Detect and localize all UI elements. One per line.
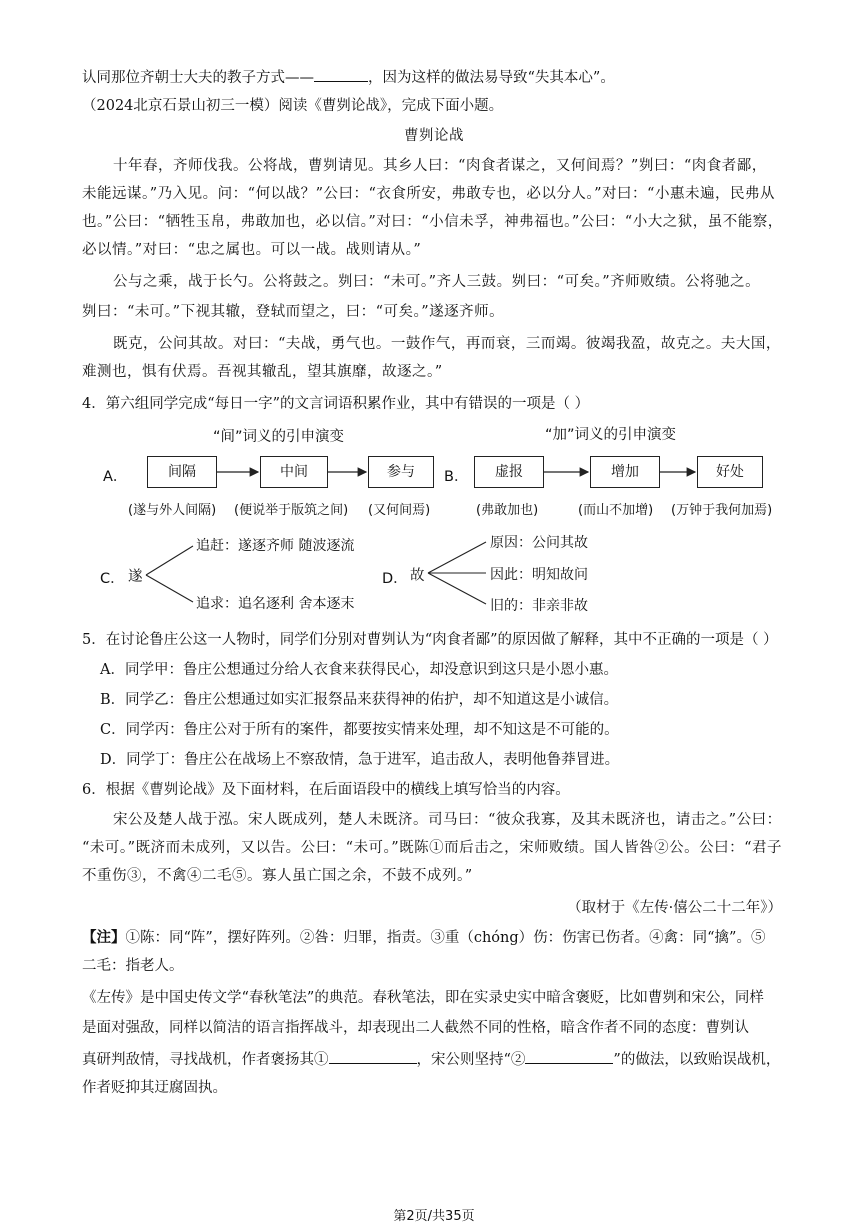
question-source: （2024北京石景山初三一模）阅读《曹刿论战》，完成下面小题。 <box>82 98 504 114</box>
branch-line <box>146 546 193 575</box>
option-a-label[interactable]: A． <box>103 469 128 485</box>
answer-blank-2[interactable] <box>525 1048 613 1064</box>
answer-blank-1[interactable] <box>329 1048 417 1064</box>
option-a[interactable]: A．同学甲：鲁庄公想通过分给人衣食来获得民心，却没意识到这只是小恩小惠。 <box>100 662 618 678</box>
passage-line: 刿曰：“未可。”下视其辙，登轼而望之，曰：“可矣。”遂逐齐师。 <box>82 304 505 320</box>
passage-line: 难测也，惧有伏焉。吾视其辙乱，望其旗靡，故逐之。” <box>82 364 443 380</box>
diagram-b-heading: “加”词义的引申演变 <box>545 427 677 443</box>
option-c[interactable]: C．同学丙：鲁庄公对于所有的案件，都要按实情来处理，却不知这是不可能的。 <box>100 722 619 738</box>
example-text: (而山不加增) <box>578 503 654 518</box>
summary-line: 作者贬抑其迂腐固执。 <box>82 1080 227 1096</box>
diagram-d-branch: 因此：明知故问 <box>490 567 588 583</box>
notes-tag: 【注】 <box>82 929 126 946</box>
passage-line: 既克，公问其故。对曰：“夫战，勇气也。一鼓作气，再而衰，三而竭。彼竭我盈，故克之。夫大国， <box>113 336 781 352</box>
option-b[interactable]: B．同学乙：鲁庄公想通过如实汇报祭品来获得神的佑护，却不知道这是小诚信。 <box>100 692 619 708</box>
passage-line: 公与之乘，战于长勺。公将鼓之。刿曰：“未可。”齐人三鼓。刿曰：“可矣。”齐师败绩。公将驰之。 <box>113 274 761 290</box>
line-1: 认同那位齐朝士大夫的教子方式—— ，因为这样的做法易导致“失其本心”。 <box>82 66 792 88</box>
example-text: (便说举于版筑之间) <box>234 503 349 518</box>
notes-line: 二毛：指老人。 <box>82 958 184 974</box>
branch-line <box>428 542 486 573</box>
example-text: (又何间焉) <box>368 503 431 518</box>
question-4: 4．第六组同学完成“每日一字”的文言词语积累作业，其中有错误的一项是（ ） <box>82 396 590 412</box>
passage-title: 曹刿论战 <box>404 128 464 144</box>
example-text: (弗敢加也) <box>476 503 539 518</box>
diagram-a-heading: “间”词义的引申演变 <box>213 429 345 445</box>
option-d-label[interactable]: D． <box>382 571 408 587</box>
material-line: “未可。”既济而未成列，又以告。公曰：“未可。”既陈①而后击之，宋师败绩。国人皆咎②公。公曰：“君子 <box>82 840 783 856</box>
diagram-box: 间隔 <box>147 456 217 488</box>
diagram-d-branch: 原因：公问其故 <box>490 535 588 551</box>
material-line: 不重伤③，不禽④二毛⑤。寡人虽亡国之余，不鼓不成列。” <box>82 868 473 884</box>
notes-line: 【注】①陈：同“阵”，摆好阵列。②咎：归罪，指责。③重（chóng）伤：伤害已伤者。④禽：同“擒”。⑤ <box>82 929 766 946</box>
summary-line: 真研判敌情，寻找战机，作者褒扬其① ，宋公则坚持“② ”的做法，以致贻误战机， <box>82 1048 792 1070</box>
passage-line: 必以情。”对曰：“忠之属也。可以一战。战则请从。” <box>82 242 422 258</box>
summary-line: 《左传》是中国史传文学“春秋笔法”的典范。春秋笔法，即在实录史实中暗含褒贬，比如曹刿和宋公，同样 <box>82 990 764 1006</box>
material-line: 宋公及楚人战于泓。宋人既成列，楚人未既济。司马曰：“彼众我寡，及其未既济也，请击之。”公曰： <box>113 812 782 828</box>
option-d[interactable]: D．同学丁：鲁庄公在战场上不察敌情，急于进军，追击敌人，表明他鲁莽冒进。 <box>100 752 620 768</box>
diagram-c-branch: 追求：追名逐利 舍本逐末 <box>196 596 355 612</box>
option-b-label[interactable]: B． <box>444 469 469 485</box>
branch-line <box>428 573 486 604</box>
option-c-label[interactable]: C． <box>100 571 125 587</box>
diagram-d-char: 故 <box>410 568 425 584</box>
passage-line: 也。”公曰：“牺牲玉帛，弗敢加也，必以信。”对曰：“小信未孚，神弗福也。”公曰：“小大之狱，虽不能察， <box>82 214 783 230</box>
question-5: 5．在讨论鲁庄公这一人物时，同学们分别对曹刿认为“肉食者鄙”的原因做了解释，其中不正确的一项是（ ） <box>82 632 778 648</box>
page-number: 第2页/共35页 <box>393 1209 475 1224</box>
diagram-box: 增加 <box>590 456 660 488</box>
diagram-box: 好处 <box>697 456 763 488</box>
diagram-c-char: 遂 <box>128 569 143 585</box>
diagram-box: 参与 <box>368 456 434 488</box>
diagram-d-branch: 旧的：非亲非故 <box>490 598 588 614</box>
question-6: 6．根据《曹刿论战》及下面材料，在后面语段中的横线上填写恰当的内容。 <box>82 782 570 798</box>
material-source: （取材于《左传·僖公二十二年》） <box>567 900 782 916</box>
diagram-c-branch: 追赶：遂逐齐师 随波逐流 <box>196 538 355 554</box>
summary-line: 是面对强敌，同样以简洁的语言指挥战斗，却表现出二人截然不同的性格，暗含作者不同的态度：曹刿认 <box>82 1020 749 1036</box>
example-text: (万钟于我何加焉) <box>671 503 773 518</box>
diagram-box: 虚报 <box>474 456 544 488</box>
passage-line: 十年春，齐师伐我。公将战，曹刿请见。其乡人曰：“肉食者谋之，又何间焉？”刿曰：“肉食者鄙， <box>113 158 767 174</box>
passage-line: 未能远谋。”乃入见。问：“何以战？”公曰：“衣食所安，弗敢专也，必以分人。”对曰：“小惠未遍，民弗从 <box>82 186 775 202</box>
diagram-box: 中间 <box>260 456 328 488</box>
example-text: (遂与外人间隔) <box>128 503 217 518</box>
branch-line <box>146 575 193 602</box>
